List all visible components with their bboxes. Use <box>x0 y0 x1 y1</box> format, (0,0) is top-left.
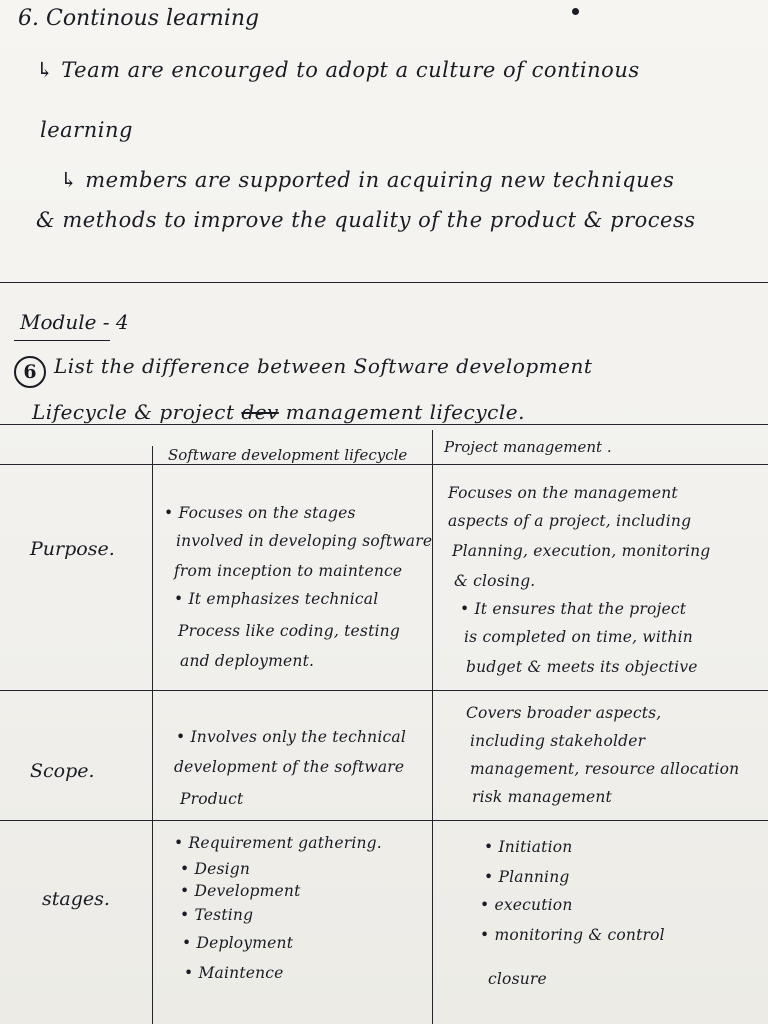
table-cell-line: • execution <box>480 896 573 914</box>
table-cell-line: • Maintence <box>184 964 284 982</box>
table-cell-line: • Deployment <box>182 934 294 952</box>
table-cell-line: from inception to maintence <box>174 562 403 580</box>
question-line-1: List the difference between Software development <box>54 354 593 378</box>
module-underline <box>14 340 110 341</box>
table-cell-line: Focuses on the management <box>448 484 678 502</box>
row-label-scope: Scope. <box>30 760 95 782</box>
table-cell-line: and deployment. <box>180 652 315 670</box>
table-cell-line: • Testing <box>180 906 254 924</box>
table-cell-line: Planning, execution, monitoring <box>452 542 711 560</box>
table-cell-line: • monitoring & control <box>480 926 665 944</box>
row-label-purpose: Purpose. <box>30 538 115 560</box>
table-cell-line: risk management <box>472 788 612 806</box>
table-cell-line: budget & meets its objective <box>466 658 698 676</box>
header-pm: Project management . <box>444 438 612 456</box>
table-cell-line: • Requirement gathering. <box>174 834 382 852</box>
table-cell-line: management, resource allocation <box>470 760 740 778</box>
table-cell-line: • Involves only the technical <box>176 728 406 746</box>
section-divider <box>0 282 768 283</box>
table-cell-line: closure <box>488 970 547 988</box>
table-row-line-2 <box>0 820 768 821</box>
row-label-stages: stages. <box>42 888 110 910</box>
ink-dot <box>572 8 579 15</box>
section-line-2: learning <box>40 118 133 142</box>
table-top-line <box>0 424 768 425</box>
table-cell-line: • Development <box>180 882 301 900</box>
table-cell-line: is completed on time, within <box>464 628 693 646</box>
table-cell-line: • Initiation <box>484 838 573 856</box>
table-cell-line: Covers broader aspects, <box>466 704 662 722</box>
question-number: 6 <box>14 356 46 388</box>
table-cell-line: • Planning <box>484 868 570 886</box>
section-line-4: & methods to improve the quality of the product & process <box>36 208 696 232</box>
table-cell-line: • Design <box>180 860 251 878</box>
question-line-2-end: management lifecycle. <box>285 400 525 424</box>
table-cell-line: • It ensures that the project <box>460 600 687 618</box>
table-cell-line: • Focuses on the stages <box>164 504 356 522</box>
table-cell-line: Product <box>180 790 244 808</box>
section-line-3: ↳ members are supported in acquiring new techniques <box>60 168 675 192</box>
module-title: Module - 4 <box>20 310 129 334</box>
table-cell-line: Process like coding, testing <box>178 622 400 640</box>
table-row-line-1 <box>0 690 768 691</box>
table-header-line <box>0 464 768 465</box>
header-sdlc: Software development lifecycle <box>168 446 408 464</box>
table-cell-line: • It emphasizes technical <box>174 590 379 608</box>
question-struck-word: dev <box>241 400 279 424</box>
question-line-2-start: Lifecycle & project <box>32 400 235 424</box>
table-cell-line: aspects of a project, including <box>448 512 692 530</box>
section-title: 6. Continous learning <box>18 6 260 31</box>
section-line-1: ↳ Team are encourged to adopt a culture of continous <box>36 58 640 82</box>
question-line-2 <box>32 402 525 422</box>
table-cell-line: & closing. <box>454 572 536 590</box>
table-cell-line: involved in developing software <box>176 532 433 550</box>
table-cell-line: including stakeholder <box>470 732 646 750</box>
table-col-line-1 <box>152 446 153 1024</box>
table-cell-line: development of the software <box>174 758 405 776</box>
table-col-line-2 <box>432 430 433 1024</box>
